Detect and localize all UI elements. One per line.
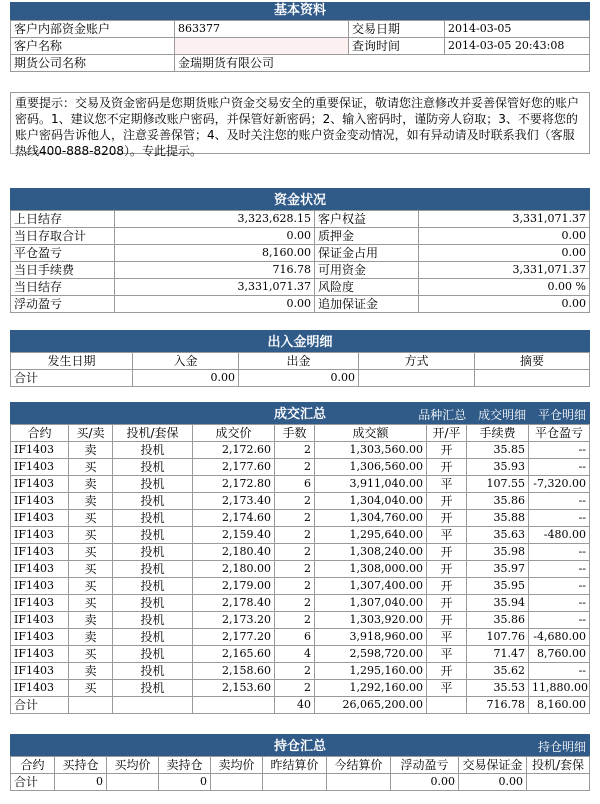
- trade-hedge: 投机: [113, 510, 193, 527]
- trade-hedge: 投机: [113, 629, 193, 646]
- positions-col-header: 今结算价: [327, 757, 391, 774]
- trade-side: 卖: [69, 493, 113, 510]
- positions-col-header: 卖均价: [211, 757, 263, 774]
- inout-table: [10, 352, 590, 387]
- trade-pnl: -7,320.00: [529, 476, 590, 493]
- funds-label: 当日结存: [11, 279, 115, 296]
- trade-side: 卖: [69, 476, 113, 493]
- trade-hedge: 投机: [113, 527, 193, 544]
- trade-amount: 1,307,400.00: [315, 578, 427, 595]
- trade-hedge: 投机: [113, 663, 193, 680]
- funds-value: 0.00: [419, 228, 590, 245]
- trade-row: [11, 663, 590, 680]
- inout-header-in: 入金: [133, 353, 239, 370]
- trade-lots: 2: [275, 612, 315, 629]
- trade-fee: 35.86: [467, 493, 529, 510]
- trade-hedge: 投机: [113, 646, 193, 663]
- trade-row: [11, 646, 590, 663]
- trade-side: 买: [69, 680, 113, 697]
- trade-hedge: 投机: [113, 442, 193, 459]
- inout-header: 出入金明细: [10, 334, 590, 352]
- trades-total-fee: 716.78: [467, 697, 529, 714]
- link-close-detail[interactable]: 平仓明细: [537, 408, 586, 422]
- positions-table: [10, 756, 590, 791]
- basic-info-section: [10, 2, 590, 72]
- positions-total-label: 合计: [11, 774, 55, 791]
- company-value: 金瑞期货有限公司: [175, 55, 590, 72]
- inout-header-date: 发生日期: [11, 353, 133, 370]
- trade-open-close: 开: [427, 578, 467, 595]
- trade-contract: IF1403: [11, 663, 69, 680]
- trade-lots: 4: [275, 646, 315, 663]
- trade-pnl: -480.00: [529, 527, 590, 544]
- trade-contract: IF1403: [11, 595, 69, 612]
- inout-header-summary: 摘要: [475, 353, 590, 370]
- trade-amount: 1,306,560.00: [315, 459, 427, 476]
- trade-contract: IF1403: [11, 612, 69, 629]
- trade-row: [11, 476, 590, 493]
- account-label: 客户内部资金账户: [11, 21, 175, 38]
- trade-pnl: --: [529, 663, 590, 680]
- trade-fee: 35.62: [467, 663, 529, 680]
- trade-price: 2,172.60: [193, 442, 275, 459]
- trades-col-header: 平仓盈亏: [529, 425, 590, 442]
- trade-fee: 35.97: [467, 561, 529, 578]
- funds-label: 风险度: [315, 279, 419, 296]
- trade-price: 2,159.40: [193, 527, 275, 544]
- trade-row: [11, 629, 590, 646]
- trade-row: [11, 442, 590, 459]
- trade-pnl: -4,680.00: [529, 629, 590, 646]
- trade-fee: 35.93: [467, 459, 529, 476]
- trade-pnl: --: [529, 612, 590, 629]
- trade-fee: 35.53: [467, 680, 529, 697]
- trade-open-close: 开: [427, 544, 467, 561]
- trade-pnl: --: [529, 578, 590, 595]
- trade-open-close: 开: [427, 459, 467, 476]
- trade-contract: IF1403: [11, 680, 69, 697]
- trades-header: [10, 406, 590, 424]
- trade-contract: IF1403: [11, 476, 69, 493]
- trades-total-lots: 40: [275, 697, 315, 714]
- trade-hedge: 投机: [113, 561, 193, 578]
- trade-contract: IF1403: [11, 629, 69, 646]
- trade-contract: IF1403: [11, 578, 69, 595]
- positions-col-header: 昨结算价: [263, 757, 327, 774]
- client-name-value: [175, 38, 349, 55]
- trades-title: 成交汇总: [273, 407, 326, 422]
- funds-value: 0.00: [115, 228, 315, 245]
- trade-fee: 35.95: [467, 578, 529, 595]
- trade-open-close: 开: [427, 595, 467, 612]
- trade-price: 2,177.60: [193, 459, 275, 476]
- trade-row: [11, 510, 590, 527]
- trade-open-close: 平: [427, 680, 467, 697]
- funds-row: [11, 262, 590, 279]
- trade-price: 2,178.40: [193, 595, 275, 612]
- trade-amount: 3,911,040.00: [315, 476, 427, 493]
- trade-open-close: 平: [427, 476, 467, 493]
- trade-hedge: 投机: [113, 578, 193, 595]
- funds-section: [10, 188, 590, 313]
- funds-value: 3,331,071.37: [419, 262, 590, 279]
- trade-amount: 1,308,000.00: [315, 561, 427, 578]
- trade-open-close: 平: [427, 527, 467, 544]
- trades-col-header: 开/平: [427, 425, 467, 442]
- trade-side: 买: [69, 527, 113, 544]
- trade-pnl: --: [529, 442, 590, 459]
- trade-open-close: 开: [427, 561, 467, 578]
- trade-side: 买: [69, 510, 113, 527]
- inout-header-out: 出金: [239, 353, 359, 370]
- funds-row: [11, 279, 590, 296]
- funds-value: 0.00 %: [419, 279, 590, 296]
- funds-label: 当日存取合计: [11, 228, 115, 245]
- trade-hedge: 投机: [113, 680, 193, 697]
- trade-price: 2,173.20: [193, 612, 275, 629]
- trade-hedge: 投机: [113, 459, 193, 476]
- trade-fee: 35.85: [467, 442, 529, 459]
- trade-hedge: 投机: [113, 595, 193, 612]
- trade-pnl: --: [529, 510, 590, 527]
- trade-open-close: 开: [427, 510, 467, 527]
- positions-section: [10, 734, 590, 791]
- trade-amount: 1,307,040.00: [315, 595, 427, 612]
- inout-total-label: 合计: [11, 370, 133, 387]
- positions-col-header: 卖持仓: [159, 757, 211, 774]
- trade-row: [11, 578, 590, 595]
- funds-value: 0.00: [419, 296, 590, 313]
- trade-lots: 2: [275, 663, 315, 680]
- account-value: 863377: [175, 21, 349, 38]
- trade-hedge: 投机: [113, 493, 193, 510]
- trades-col-header: 手数: [275, 425, 315, 442]
- trade-side: 买: [69, 646, 113, 663]
- trade-lots: 2: [275, 510, 315, 527]
- trade-amount: 1,303,560.00: [315, 442, 427, 459]
- funds-label: 追加保证金: [315, 296, 419, 313]
- trade-price: 2,165.60: [193, 646, 275, 663]
- positions-col-header: 浮动盈亏: [391, 757, 459, 774]
- trade-lots: 2: [275, 527, 315, 544]
- trade-lots: 2: [275, 561, 315, 578]
- trade-date-label: 交易日期: [349, 21, 445, 38]
- trade-side: 买: [69, 561, 113, 578]
- inout-section: [10, 330, 590, 387]
- funds-label: 浮动盈亏: [11, 296, 115, 313]
- trade-open-close: 开: [427, 612, 467, 629]
- funds-label: 上日结存: [11, 211, 115, 228]
- trades-total-pnl: 8,160.00: [529, 697, 590, 714]
- funds-value: 0.00: [115, 296, 315, 313]
- trade-open-close: 开: [427, 663, 467, 680]
- trades-col-header: 投机/套保: [113, 425, 193, 442]
- trade-price: 2,173.40: [193, 493, 275, 510]
- trade-side: 卖: [69, 442, 113, 459]
- inout-total-method: [359, 370, 475, 387]
- positions-total-margin: 0.00: [459, 774, 527, 791]
- trade-contract: IF1403: [11, 561, 69, 578]
- funds-label: 质押金: [315, 228, 419, 245]
- trade-side: 买: [69, 544, 113, 561]
- trade-side: 卖: [69, 612, 113, 629]
- trade-side: 买: [69, 459, 113, 476]
- trade-pnl: 8,760.00: [529, 646, 590, 663]
- trade-contract: IF1403: [11, 646, 69, 663]
- trade-contract: IF1403: [11, 442, 69, 459]
- trade-fee: 35.63: [467, 527, 529, 544]
- trade-fee: 71.47: [467, 646, 529, 663]
- inout-total-summary: [475, 370, 590, 387]
- trade-amount: 1,308,240.00: [315, 544, 427, 561]
- trade-fee: 35.88: [467, 510, 529, 527]
- trade-pnl: --: [529, 459, 590, 476]
- trade-contract: IF1403: [11, 510, 69, 527]
- inout-total-in: 0.00: [133, 370, 239, 387]
- trades-col-header: 成交价: [193, 425, 275, 442]
- funds-header: 资金状况: [10, 192, 590, 210]
- positions-col-header: 买均价: [107, 757, 159, 774]
- funds-label: 保证金占用: [315, 245, 419, 262]
- positions-total-sell: 0: [159, 774, 211, 791]
- trade-pnl: --: [529, 544, 590, 561]
- trade-price: 2,180.00: [193, 561, 275, 578]
- funds-value: 0.00: [419, 245, 590, 262]
- positions-col-header: 合约: [11, 757, 55, 774]
- trade-lots: 2: [275, 493, 315, 510]
- trade-price: 2,153.60: [193, 680, 275, 697]
- trade-pnl: --: [529, 595, 590, 612]
- trade-open-close: 平: [427, 646, 467, 663]
- trade-fee: 107.76: [467, 629, 529, 646]
- query-time-label: 查询时间: [349, 38, 445, 55]
- link-trade-detail[interactable]: 成交明细: [478, 408, 527, 422]
- trade-row: [11, 493, 590, 510]
- funds-value: 716.78: [115, 262, 315, 279]
- trade-amount: 1,295,640.00: [315, 527, 427, 544]
- funds-row: [11, 228, 590, 245]
- basic-info-header: 基本资料: [10, 2, 590, 20]
- trades-col-header: 买/卖: [69, 425, 113, 442]
- client-name-label: 客户名称: [11, 38, 175, 55]
- basic-info-table: [10, 20, 590, 72]
- trade-pnl: 11,880.00: [529, 680, 590, 697]
- trades-total-label: 合计: [11, 697, 69, 714]
- company-label: 期货公司名称: [11, 55, 175, 72]
- trade-lots: 6: [275, 476, 315, 493]
- trade-side: 卖: [69, 663, 113, 680]
- positions-col-header: 买持仓: [55, 757, 107, 774]
- trade-amount: 2,598,720.00: [315, 646, 427, 663]
- trades-col-header: 成交额: [315, 425, 427, 442]
- trade-lots: 2: [275, 442, 315, 459]
- trades-total-amount: 26,065,200.00: [315, 697, 427, 714]
- trade-price: 2,174.60: [193, 510, 275, 527]
- trade-hedge: 投机: [113, 612, 193, 629]
- positions-total-float: 0.00: [391, 774, 459, 791]
- funds-row: [11, 245, 590, 262]
- trade-row: [11, 527, 590, 544]
- positions-total-buy: 0: [55, 774, 107, 791]
- funds-value: 3,331,071.37: [419, 211, 590, 228]
- trade-contract: IF1403: [11, 493, 69, 510]
- funds-label: 平仓盈亏: [11, 245, 115, 262]
- trade-contract: IF1403: [11, 544, 69, 561]
- trade-open-close: 开: [427, 493, 467, 510]
- trade-amount: 3,918,960.00: [315, 629, 427, 646]
- trade-price: 2,177.20: [193, 629, 275, 646]
- trade-side: 买: [69, 578, 113, 595]
- trade-open-close: 平: [427, 629, 467, 646]
- trades-section: [10, 402, 590, 714]
- inout-header-method: 方式: [359, 353, 475, 370]
- trade-hedge: 投机: [113, 476, 193, 493]
- trade-lots: 2: [275, 595, 315, 612]
- positions-header: [10, 738, 590, 756]
- trade-date-value: 2014-03-05: [445, 21, 590, 38]
- trade-fee: 107.55: [467, 476, 529, 493]
- funds-table: [10, 210, 590, 313]
- trade-fee: 35.98: [467, 544, 529, 561]
- trades-table: [10, 424, 590, 714]
- trade-hedge: 投机: [113, 544, 193, 561]
- trade-price: 2,172.80: [193, 476, 275, 493]
- funds-value: 8,160.00: [115, 245, 315, 262]
- trade-price: 2,179.00: [193, 578, 275, 595]
- funds-label: 当日手续费: [11, 262, 115, 279]
- trade-amount: 1,304,040.00: [315, 493, 427, 510]
- link-position-detail[interactable]: 持仓明细: [537, 740, 586, 754]
- notice-section: [10, 92, 590, 158]
- trade-side: 买: [69, 595, 113, 612]
- trade-amount: 1,304,760.00: [315, 510, 427, 527]
- trade-amount: 1,295,160.00: [315, 663, 427, 680]
- trade-fee: 35.86: [467, 612, 529, 629]
- trade-lots: 6: [275, 629, 315, 646]
- query-time-value: 2014-03-05 20:43:08: [445, 38, 590, 55]
- link-product-summary[interactable]: 品种汇总: [418, 408, 467, 422]
- trade-contract: IF1403: [11, 459, 69, 476]
- trades-col-header: 手续费: [467, 425, 529, 442]
- trade-pnl: --: [529, 493, 590, 510]
- trade-row: [11, 612, 590, 629]
- funds-row: [11, 211, 590, 228]
- funds-value: 3,331,071.37: [115, 279, 315, 296]
- inout-total-out: 0.00: [239, 370, 359, 387]
- funds-label: 客户权益: [315, 211, 419, 228]
- positions-title: 持仓汇总: [273, 739, 326, 754]
- trade-lots: 2: [275, 544, 315, 561]
- trade-contract: IF1403: [11, 527, 69, 544]
- trades-col-header: 合约: [11, 425, 69, 442]
- trade-amount: 1,292,160.00: [315, 680, 427, 697]
- positions-col-header: 投机/套保: [527, 757, 590, 774]
- notice-text: 重要提示：交易及资金密码是您期货账户资金交易安全的重要保证，敬请您注意修改并妥善保管好您的账户密码。1、建议您不定期修改账户密码，并保管好新密码；2、输入密码时，谨防旁人窃取；3、不要将您的账户密码告诉他人，注意妥善保管；4、及时关注您的账户资金变动情况，如有异动请及时联系我们（客服热线400-888-8208）。专此提示。: [10, 92, 590, 154]
- trade-lots: 2: [275, 578, 315, 595]
- trade-row: [11, 544, 590, 561]
- positions-col-header: 交易保证金: [459, 757, 527, 774]
- trade-pnl: --: [529, 561, 590, 578]
- trade-price: 2,158.60: [193, 663, 275, 680]
- trade-side: 卖: [69, 629, 113, 646]
- trade-lots: 2: [275, 680, 315, 697]
- trade-row: [11, 459, 590, 476]
- funds-value: 3,323,628.15: [115, 211, 315, 228]
- trade-amount: 1,303,920.00: [315, 612, 427, 629]
- trade-price: 2,180.40: [193, 544, 275, 561]
- trade-row: [11, 680, 590, 697]
- trade-open-close: 开: [427, 442, 467, 459]
- trade-fee: 35.94: [467, 595, 529, 612]
- trade-row: [11, 595, 590, 612]
- funds-row: [11, 296, 590, 313]
- trade-lots: 2: [275, 459, 315, 476]
- trade-row: [11, 561, 590, 578]
- funds-label: 可用资金: [315, 262, 419, 279]
